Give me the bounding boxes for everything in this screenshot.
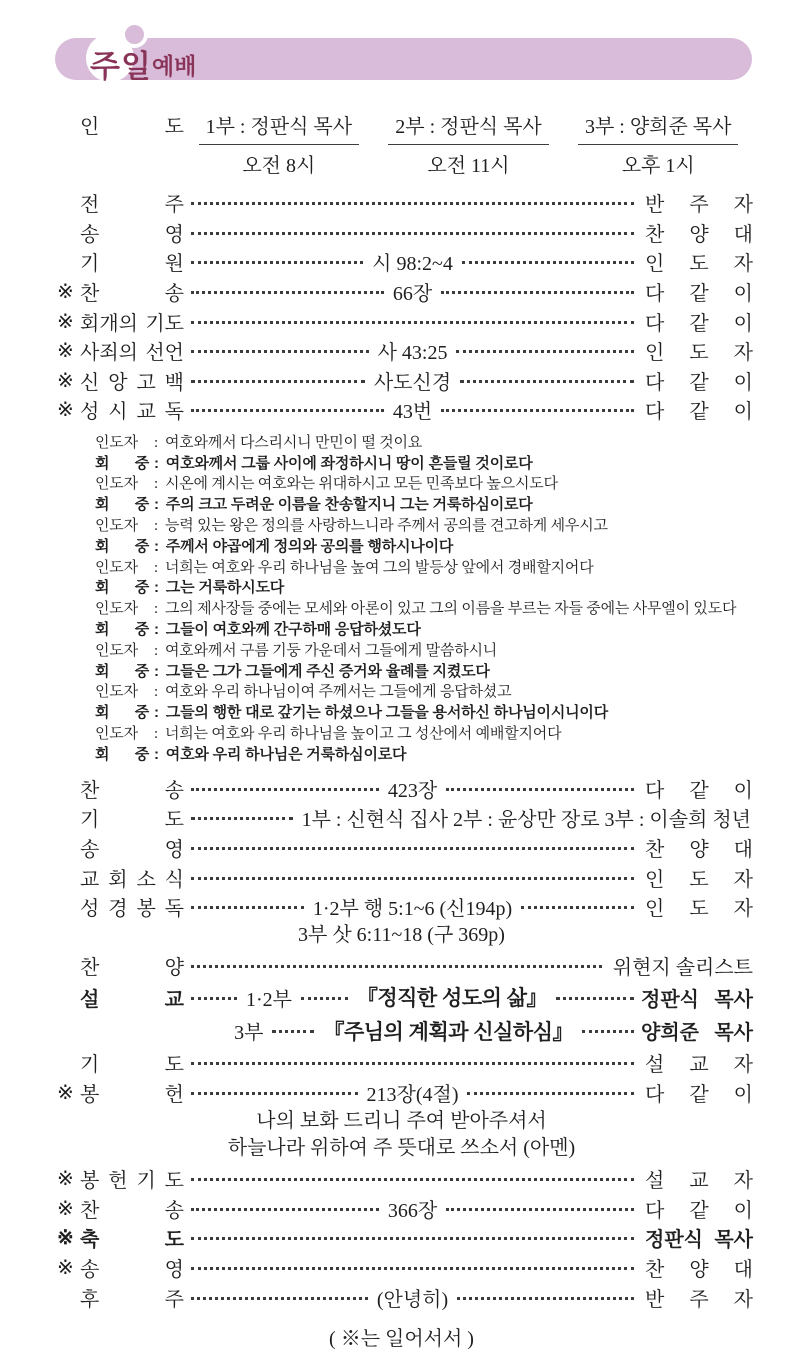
standing-marker: ※ — [57, 1081, 74, 1104]
item-performer: 반 주 자 — [645, 194, 753, 217]
item-label: 기 도 — [80, 809, 184, 832]
reading-line — [95, 558, 783, 579]
reading-colon: : — [154, 454, 159, 472]
reading-text: 주의 크고 두려운 이름을 찬송할지니 그는 거룩하심이로다 — [165, 496, 533, 514]
dotted-leader — [191, 1208, 379, 1211]
item-detail: 66장 — [392, 283, 433, 306]
reading-colon: : — [154, 684, 158, 701]
item-label: 전 주 — [80, 194, 184, 217]
dotted-leader — [457, 1297, 634, 1300]
service-leader: 2부 : 정판식 목사 — [388, 110, 548, 145]
reading-text: 너희는 여호와 우리 하나님을 높이고 그 성산에서 예배할지어다 — [164, 725, 562, 742]
dotted-leader — [441, 409, 634, 412]
reading-colon: : — [154, 601, 158, 618]
standing-marker: ※ — [57, 1227, 74, 1250]
dotted-leader — [462, 261, 634, 264]
reading-line — [95, 474, 783, 495]
standing-marker: ※ — [57, 281, 74, 304]
item-label: 축 도 — [80, 1229, 184, 1252]
sermon-row-2 — [0, 1014, 803, 1048]
reading-colon: : — [154, 434, 158, 451]
standing-marker: ※ — [57, 369, 74, 392]
item-performer: 인 도 자 — [645, 342, 754, 365]
reading-line — [95, 495, 783, 516]
reading-text: 주께서 야곱에게 정의와 공의를 행하시나이다 — [165, 537, 454, 555]
order-section-4 — [0, 1164, 803, 1312]
item-performer: 설 교 자 — [645, 1170, 753, 1193]
responsive-reading — [95, 433, 783, 766]
item-detail: 사 43:25 — [377, 342, 448, 365]
service-leader: 3부 : 양희준 목사 — [578, 110, 738, 145]
reading-text: 너희는 여호와 우리 하나님을 높여 그의 발등상 앞에서 경배할지어다 — [164, 559, 594, 576]
reading-speaker: 인도자 — [95, 434, 138, 451]
order-row-benediction — [0, 1223, 803, 1253]
item-label: 후 주 — [80, 1288, 184, 1311]
reading-line — [95, 662, 783, 683]
item-performer: 위현지 솔리스트 — [612, 957, 753, 980]
reading-line — [95, 433, 783, 454]
order-row-absolution — [0, 336, 803, 366]
service-leader: 1부 : 정판식 목사 — [199, 110, 359, 145]
item-label: 교 회 소 식 — [80, 868, 184, 891]
item-detail: 43번 — [392, 401, 433, 424]
item-label: 봉 헌 기 도 — [80, 1170, 184, 1193]
order-row-representative-prayer — [0, 803, 803, 833]
item-performer: 찬 양 대 — [645, 838, 753, 861]
reading-colon: : — [154, 537, 159, 555]
item-performer: 반 주 자 — [645, 1288, 753, 1311]
reading-line — [95, 724, 783, 745]
standing-marker: ※ — [57, 1256, 74, 1279]
sermon-title: 『주님의 계획과 신실하심』 — [323, 1020, 573, 1044]
dotted-leader — [191, 817, 293, 820]
reading-text: 그의 제사장들 중에는 모세와 아론이 있고 그의 이름을 부르는 자들 중에는 사무엘이 있도다 — [164, 601, 737, 618]
reading-text: 그들의 행한 대로 갚기는 하셨으나 그들을 용서하신 하나님이시니이다 — [165, 704, 608, 722]
order-section-3 — [0, 1048, 803, 1107]
dotted-leader — [191, 380, 365, 383]
reading-speaker: 인도자 — [95, 476, 138, 493]
item-performer: 정판식 목사 — [645, 1229, 753, 1252]
reading-line — [95, 703, 783, 724]
order-row-doxology — [0, 218, 803, 248]
reading-colon: : — [154, 517, 158, 534]
dotted-leader — [191, 321, 634, 324]
reading-colon: : — [154, 642, 158, 659]
order-section-2 — [0, 774, 803, 981]
standing-footnote: ( ※는 일어서서 ) — [329, 1327, 474, 1350]
item-label: 봉 헌 — [80, 1083, 184, 1106]
sermon-preacher: 정판식 목사 — [641, 988, 753, 1011]
item-performer: 찬 양 대 — [645, 1258, 753, 1281]
reading-text: 여호와께서 구름 기둥 가운데서 그들에게 말씀하시니 — [164, 642, 498, 659]
reading-text: 그는 거룩하시도다 — [165, 579, 285, 597]
item-performer: 인 도 자 — [645, 253, 754, 276]
scripture-reading-part3: 3부 삿 6:11~18 (구 369p) — [298, 924, 505, 947]
order-row-hymn2 — [0, 774, 803, 804]
dotted-leader — [521, 906, 634, 909]
order-row-offering-prayer — [0, 1164, 803, 1194]
order-row-prayer-after-sermon — [0, 1048, 803, 1078]
reading-text: 여호와 우리 하나님은 거룩하심이로다 — [165, 745, 407, 763]
dotted-leader — [191, 291, 384, 294]
dotted-leader — [460, 380, 634, 383]
item-label: 회개의 기도 — [80, 312, 184, 335]
dotted-leader — [191, 1092, 358, 1095]
dotted-leader — [301, 997, 348, 1000]
order-row-postlude — [0, 1282, 803, 1312]
item-label: 성 시 교 독 — [80, 401, 184, 424]
sermon-row-1 — [0, 981, 803, 1015]
reading-colon: : — [154, 476, 158, 493]
item-detail: 213장(4절) — [366, 1083, 459, 1106]
item-label: 인 도 — [80, 116, 184, 138]
item-detail: 사도신경 — [373, 371, 452, 394]
reading-speaker: 회 중 — [95, 620, 149, 638]
order-row-doxology3 — [0, 1253, 803, 1283]
dotted-leader — [582, 1030, 634, 1033]
reading-speaker: 회 중 — [95, 704, 149, 722]
item-detail: 시 98:2~4 — [372, 253, 453, 276]
dotted-leader — [191, 1178, 634, 1181]
reading-colon: : — [154, 559, 158, 576]
service-part-1 — [184, 110, 374, 178]
item-label: 찬 양 — [80, 957, 184, 980]
item-detail: (안녕히) — [376, 1288, 449, 1311]
order-row-anthem — [0, 951, 803, 981]
offering-hymn — [0, 1109, 803, 1162]
sermon-preacher: 양희준 목사 — [641, 1022, 753, 1045]
dotted-leader — [191, 1237, 634, 1240]
item-label: 찬 송 — [80, 283, 184, 306]
dotted-leader — [441, 291, 634, 294]
dotted-leader — [191, 906, 304, 909]
reading-line — [95, 454, 783, 475]
reading-speaker: 회 중 — [95, 537, 149, 555]
service-time: 오전 11시 — [427, 155, 510, 177]
dotted-leader — [191, 202, 634, 205]
dotted-leader — [191, 997, 237, 1000]
prayer-leaders: 1부 : 신현식 집사 2부 : 윤상만 장로 3부 : 이솔희 청년 — [301, 809, 751, 832]
order-row-offering — [0, 1077, 803, 1107]
reading-speaker: 회 중 — [95, 579, 149, 597]
item-performer: 인 도 자 — [645, 868, 753, 891]
reading-speaker: 인도자 — [95, 601, 138, 618]
item-performer: 다 같 이 — [645, 779, 754, 802]
reading-speaker: 인도자 — [95, 559, 138, 576]
item-performer: 다 같 이 — [645, 401, 754, 424]
sermon-title: 『정직한 성도의 삶』 — [356, 987, 547, 1011]
order-row-creed — [0, 366, 803, 396]
item-performer: 인 도 자 — [645, 898, 754, 921]
dotted-leader — [191, 788, 379, 791]
reading-line — [95, 682, 783, 703]
reading-speaker: 회 중 — [95, 496, 149, 514]
item-performer: 찬 양 대 — [645, 223, 753, 246]
offering-hymn-line1: 나의 보화 드리니 주여 받아주셔서 — [256, 1109, 547, 1132]
reading-speaker: 인도자 — [95, 725, 138, 742]
reading-colon: : — [154, 496, 159, 514]
reading-text: 시온에 계시는 여호와는 위대하시고 모든 민족보다 높으시도다 — [164, 476, 558, 493]
standing-marker: ※ — [57, 1168, 74, 1191]
dotted-leader — [191, 1267, 634, 1270]
reading-speaker: 인도자 — [95, 642, 138, 659]
service-part-2 — [374, 110, 564, 178]
item-label: 성 경 봉 독 — [80, 898, 184, 921]
reading-line — [95, 620, 783, 641]
item-performer: 다 같 이 — [645, 312, 753, 335]
dotted-leader — [191, 877, 634, 880]
item-performer: 다 같 이 — [645, 283, 754, 306]
standing-marker: ※ — [57, 340, 74, 363]
reading-text: 여호와께서 그룹 사이에 좌정하시니 땅이 흔들릴 것이로다 — [165, 454, 533, 472]
dotted-leader — [191, 350, 369, 353]
item-detail: 366장 — [387, 1199, 438, 1222]
reading-line — [95, 537, 783, 558]
reading-text: 여호와 우리 하나님이여 주께서는 그들에게 응답하셨고 — [164, 684, 512, 701]
dotted-leader — [556, 997, 634, 1000]
reading-line — [95, 578, 783, 599]
conduct-row — [0, 110, 803, 178]
item-label: 찬 송 — [80, 1199, 184, 1222]
item-performer: 설 교 자 — [645, 1053, 753, 1076]
item-label: 기 원 — [80, 253, 184, 276]
order-row-hymn — [0, 277, 803, 307]
reading-line — [95, 745, 783, 766]
service-part-3 — [563, 110, 753, 178]
item-performer: 다 같 이 — [645, 371, 753, 394]
item-detail: 1·2부 행 5:1~6 (신194p) — [312, 898, 513, 921]
dotted-leader — [191, 409, 384, 412]
sermon-part: 1·2부 — [246, 988, 292, 1011]
reading-speaker: 회 중 — [95, 745, 149, 763]
reading-speaker: 회 중 — [95, 662, 149, 680]
item-label: 신 앙 고 백 — [80, 371, 184, 394]
item-label: 기 도 — [80, 1053, 184, 1076]
reading-colon: : — [154, 745, 159, 763]
sermon-part: 3부 — [234, 1022, 264, 1045]
sermon-section — [0, 981, 803, 1048]
page-title-main: 주일 — [90, 49, 152, 84]
order-row-scripture-reading — [0, 892, 803, 922]
item-detail: 423장 — [387, 779, 438, 802]
dotted-leader — [191, 965, 602, 968]
item-performer: 다 같 이 — [645, 1199, 754, 1222]
item-performer: 다 같 이 — [645, 1083, 753, 1106]
item-label: 찬 송 — [80, 779, 184, 802]
reading-colon: : — [154, 662, 159, 680]
dotted-leader — [446, 788, 634, 791]
item-label: 송 영 — [80, 838, 184, 861]
standing-marker: ※ — [57, 310, 74, 333]
order-row-prelude — [0, 188, 803, 218]
reading-colon: : — [154, 579, 159, 597]
offering-hymn-line2: 하늘나라 위하여 주 뜻대로 쓰소서 (아멘) — [227, 1137, 576, 1160]
page-title-sub: 예배 — [151, 53, 197, 79]
reading-speaker: 인도자 — [95, 517, 138, 534]
item-label: 송 영 — [80, 223, 184, 246]
reading-text: 그들이 여호와께 간구하매 응답하셨도다 — [165, 620, 421, 638]
dotted-leader — [456, 350, 634, 353]
reading-line — [95, 641, 783, 662]
item-label: 설 교 — [80, 988, 184, 1011]
item-label: 송 영 — [80, 1258, 184, 1281]
dotted-leader — [272, 1030, 314, 1033]
reading-colon: : — [154, 620, 159, 638]
reading-line — [95, 599, 783, 620]
reading-colon: : — [154, 725, 158, 742]
order-row-announcements — [0, 862, 803, 892]
order-row-doxology2 — [0, 833, 803, 863]
service-time: 오후 1시 — [621, 155, 695, 177]
page-title — [90, 41, 196, 86]
dotted-leader — [191, 847, 634, 850]
header-banner — [0, 0, 803, 88]
dotted-leader — [191, 232, 634, 235]
reading-colon: : — [154, 704, 159, 722]
service-time: 오전 8시 — [242, 155, 316, 177]
dotted-leader — [446, 1208, 634, 1211]
order-row-repentance-prayer — [0, 306, 803, 336]
reading-speaker: 인도자 — [95, 684, 138, 701]
dotted-leader — [467, 1092, 634, 1095]
reading-line — [95, 516, 783, 537]
reading-text: 여호와께서 다스리시니 만민이 떨 것이요 — [164, 434, 423, 451]
dotted-leader — [191, 1062, 634, 1065]
reading-text: 능력 있는 왕은 정의를 사랑하느니라 주께서 공의를 견고하게 세우시고 — [164, 517, 608, 534]
order-row-responsive-reading — [0, 395, 803, 425]
standing-marker: ※ — [57, 399, 74, 422]
order-section-1 — [0, 188, 803, 425]
reading-speaker: 회 중 — [95, 454, 149, 472]
dotted-leader — [191, 1297, 368, 1300]
dotted-leader — [191, 261, 363, 264]
item-label: 사죄의 선언 — [80, 342, 184, 365]
standing-marker: ※ — [57, 1197, 74, 1220]
order-row-hymn3 — [0, 1193, 803, 1223]
reading-text: 그들은 그가 그들에게 주신 증거와 율례를 지켰도다 — [165, 662, 490, 680]
order-row-invocation — [0, 247, 803, 277]
